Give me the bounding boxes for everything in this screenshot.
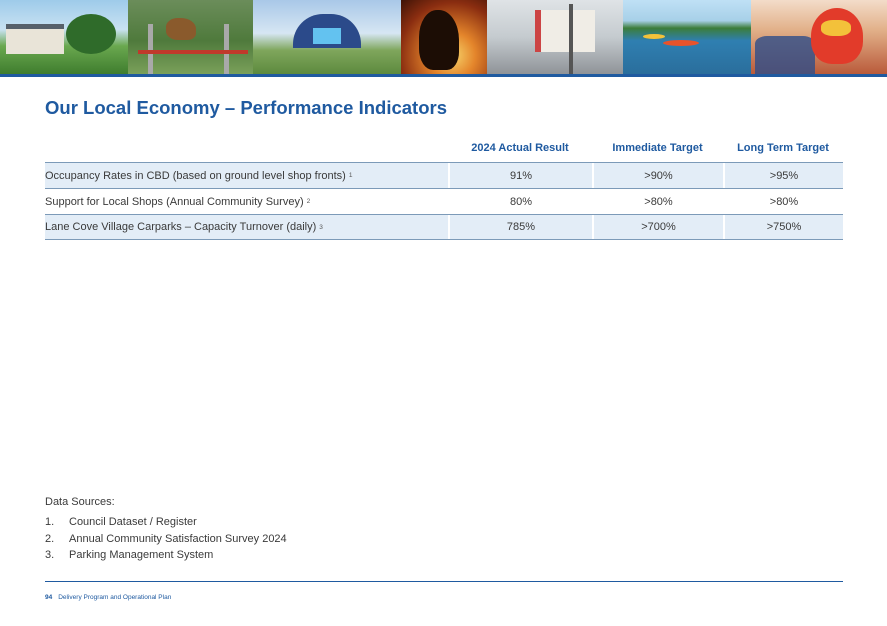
header-indicator	[45, 138, 448, 142]
list-item	[45, 549, 287, 566]
long-term-value: >750%	[723, 215, 843, 239]
banner-divider	[0, 74, 887, 77]
page-number: 94	[45, 594, 53, 601]
data-sources-list	[45, 516, 287, 566]
indicator-label	[45, 163, 448, 188]
list-number: 1.	[45, 516, 55, 528]
header-long-term-target: Long Term Target	[737, 142, 829, 154]
footnote-ref: 2	[306, 198, 311, 205]
list-number: 2.	[45, 532, 55, 545]
photo-banner	[0, 0, 887, 77]
page-title-bold: Our Local Economy	[45, 97, 220, 118]
table-row	[45, 162, 843, 188]
list-number: 3.	[45, 549, 55, 561]
long-term-value: >95%	[723, 163, 843, 188]
header-actual-result: 2024 Actual Result	[471, 142, 569, 154]
footer-divider	[45, 581, 843, 582]
footnote-ref: 1	[348, 172, 353, 179]
page-title-subtitle: – Performance Indicators	[219, 97, 447, 118]
list-text: Parking Management System	[69, 549, 214, 561]
banner-photo-river-kayaks	[623, 0, 751, 74]
table-header-row	[45, 138, 843, 162]
performance-indicators-table	[45, 138, 843, 240]
actual-value: 785%	[448, 215, 592, 239]
data-sources	[45, 496, 287, 566]
indicator-text: Support for Local Shops (Annual Community Survey)	[45, 195, 304, 208]
header-immediate-target: Immediate Target	[612, 142, 703, 154]
page-footer	[45, 594, 171, 601]
actual-value: 91%	[448, 163, 592, 188]
indicator-label	[45, 215, 448, 239]
list-text: Annual Community Satisfaction Survey 2024	[69, 532, 287, 545]
footnote-ref: 3	[319, 223, 323, 231]
table-row	[45, 188, 843, 214]
banner-photo-outdoor-stage	[253, 0, 401, 74]
banner-photo-street-shops	[487, 0, 623, 74]
banner-photo-kookaburra-sunset	[401, 0, 487, 74]
document-title: Delivery Program and Operational Plan	[58, 594, 172, 601]
list-text: Council Dataset / Register	[69, 516, 197, 528]
indicator-text: Lane Cove Village Carparks – Capacity Turnover (daily)	[45, 221, 317, 233]
banner-photo-lion-dance	[751, 0, 887, 74]
indicator-text: Occupancy Rates in CBD (based on ground level shop fronts)	[45, 169, 346, 182]
indicator-label	[45, 189, 448, 214]
immediate-value: >80%	[592, 189, 723, 214]
list-item	[45, 533, 287, 550]
banner-photo-dog-agility	[128, 0, 253, 74]
page-title	[45, 97, 447, 119]
immediate-value: >700%	[592, 215, 723, 239]
data-sources-heading: Data Sources:	[45, 496, 115, 508]
banner-photo-park-building	[0, 0, 128, 74]
immediate-value: >90%	[592, 163, 723, 188]
list-item	[45, 516, 287, 533]
table-row	[45, 214, 843, 240]
long-term-value: >80%	[723, 189, 843, 214]
actual-value: 80%	[448, 189, 592, 214]
